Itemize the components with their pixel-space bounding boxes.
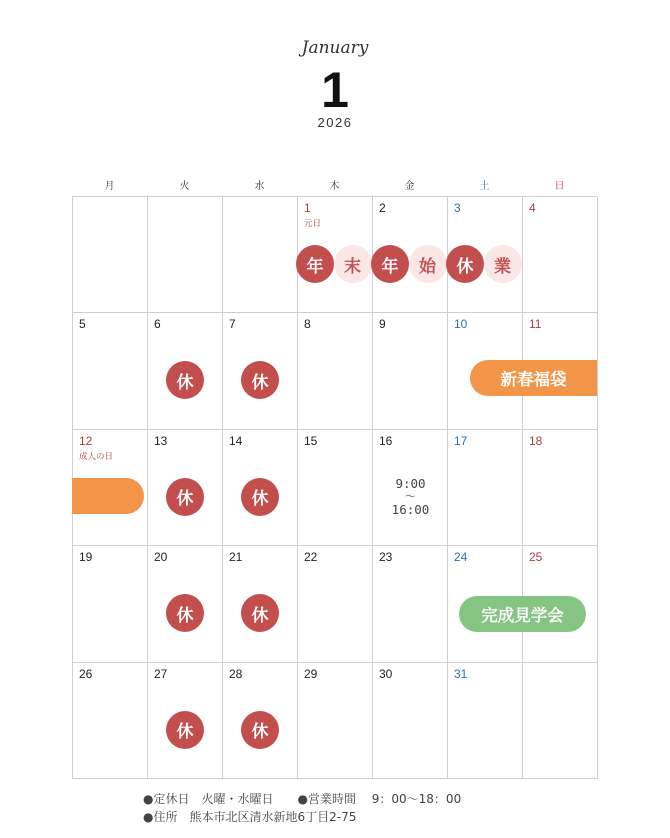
day-number: 21 [229,550,243,565]
weekday-mon: 月 [104,181,115,192]
holiday-badge-char: 年 [296,245,334,283]
day-number: 22 [304,550,318,565]
weekday-wed: 水 [254,181,265,192]
day-number: 12 [79,433,93,448]
calendar-day-cell [148,430,223,546]
calendar-day-cell [223,663,298,779]
holiday-label: 元日 [304,219,322,229]
calendar-day-cell [223,546,298,662]
closed-badge: 休 [166,711,204,749]
calendar-day-cell [148,663,223,779]
weekday-header [72,177,597,195]
closed-badge: 休 [166,478,204,516]
weekday-sat: 土 [479,181,490,192]
day-number: 17 [454,433,468,448]
event-open-house: 完成見学会 [459,596,586,632]
day-number: 26 [79,666,93,681]
day-number: 18 [529,433,543,448]
closed-badge: 休 [166,594,204,632]
day-number: 30 [379,666,393,681]
special-hours-tilde: ～ [405,489,416,503]
weekday-tue: 火 [179,181,190,192]
footer-closed-days-hours: ●定休日 火曜・水曜日 ●営業時間 9：00〜18：00 [143,792,462,806]
day-number: 16 [379,433,393,448]
special-hours [373,476,448,517]
day-number: 14 [229,433,243,448]
calendar-day-cell [298,546,373,662]
day-number: 5 [79,317,86,332]
weekday-fri: 金 [404,181,415,192]
day-number: 11 [529,317,542,332]
calendar-day-cell [373,430,448,546]
calendar-day-cell [148,313,223,429]
calendar-day-cell [223,313,298,429]
holiday-badge-char: 末 [334,245,372,283]
calendar-day-cell [523,197,598,313]
calendar-day-cell [73,663,148,779]
calendar-day-cell [523,430,598,546]
calendar-day-cell [148,197,223,313]
month-number: 1 [321,62,349,118]
month-name: January [301,38,369,58]
closed-badge: 休 [241,594,279,632]
closed-badge: 休 [241,361,279,399]
calendar-day-cell [373,546,448,662]
weekday-thu: 木 [329,181,340,192]
holiday-badge-char: 年 [371,245,409,283]
day-number: 31 [454,666,468,681]
day-number: 25 [529,550,543,565]
calendar-day-cell [298,430,373,546]
calendar-grid [72,196,597,779]
calendar-day-cell [448,663,523,779]
special-hours-start: 9:00 [395,475,426,491]
calendar-day-cell [373,313,448,429]
day-number: 6 [154,317,161,332]
day-number: 29 [304,666,318,681]
day-number: 2 [379,201,386,215]
calendar-day-cell [298,313,373,429]
day-number: 7 [229,317,236,332]
day-number: 19 [79,550,93,565]
day-number: 13 [154,433,168,448]
weekday-sun: 日 [554,181,565,192]
calendar-day-cell [298,663,373,779]
closed-badge: 休 [166,361,204,399]
calendar-day-cell [523,663,598,779]
footer-address: ●住所 熊本市北区清水新地6丁目2-75 [143,810,357,824]
day-number: 8 [304,317,311,332]
holiday-badge-char: 始 [409,245,447,283]
day-number: 15 [304,433,318,448]
year: 2026 [317,115,353,130]
calendar-day-cell [73,313,148,429]
calendar-day-cell [73,197,148,313]
closed-badge: 休 [241,711,279,749]
calendar-day-cell [223,430,298,546]
day-number: 23 [379,550,393,565]
holiday-label: 成人の日 [79,451,114,462]
holiday-badge-char: 業 [484,245,522,283]
day-number: 20 [154,550,168,565]
event-fukubukuro: 新春福袋 [470,360,597,396]
day-number: 24 [454,550,468,565]
day-number: 28 [229,666,243,681]
holiday-badge-char: 休 [446,245,484,283]
closed-badge: 休 [241,478,279,516]
special-hours-end: 16:00 [391,501,430,517]
day-number: 10 [454,317,468,332]
day-number: 27 [154,666,168,681]
day-number: 9 [379,317,386,332]
calendar-day-cell [373,663,448,779]
calendar-day-cell [448,430,523,546]
calendar-day-cell [73,546,148,662]
day-number: 3 [454,201,461,215]
calendar-day-cell [223,197,298,313]
day-number: 1 [304,201,311,215]
event-fukubukuro-continued [72,478,144,514]
calendar-day-cell [148,546,223,662]
day-number: 4 [529,201,536,215]
